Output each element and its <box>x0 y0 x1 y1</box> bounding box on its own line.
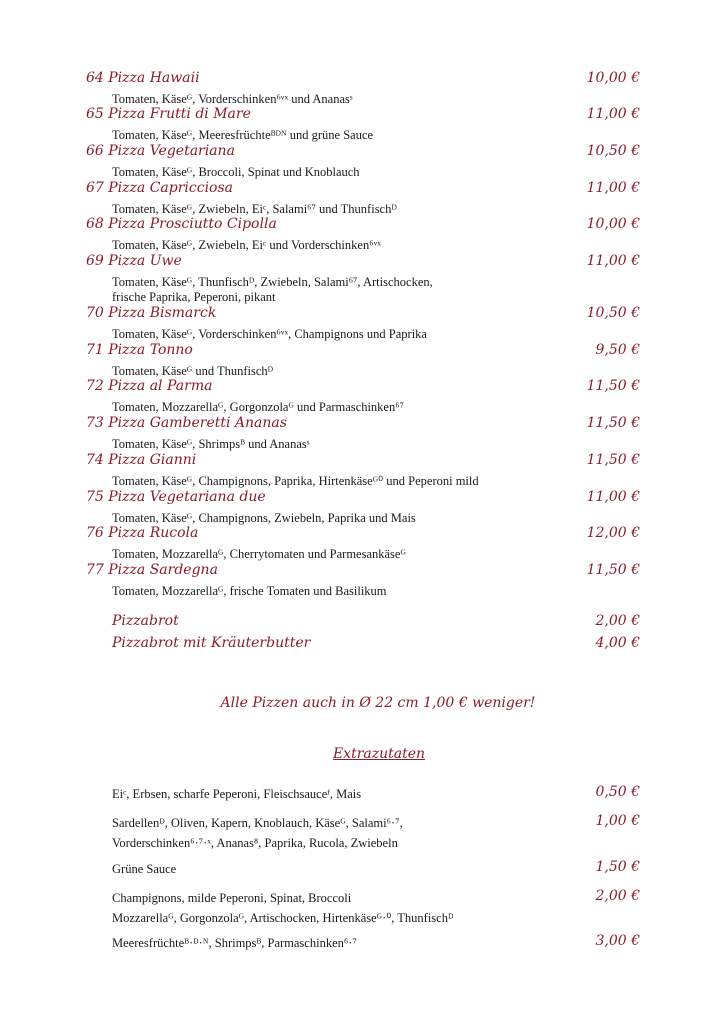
pizza-price: 12,00 € <box>586 525 640 541</box>
bread-price: 4,00 € <box>595 635 640 651</box>
extra-price: 1,00 € <box>595 813 640 829</box>
extra-ingredient-line: Meeresfrüchteᴮ·ᴰ·ᴺ, Shrimpsᴮ, Parmaschinken⁶·⁷ <box>112 936 357 950</box>
pizza-item <box>86 106 640 124</box>
pizza-item <box>86 342 640 360</box>
pizza-description: Tomaten, Käseᴳ, Vorderschinken⁶ᵛˣ und Ananasˢ <box>112 92 353 106</box>
pizza-item <box>86 253 640 271</box>
pizza-description: Tomaten, Mozzarellaᴳ, frische Tomaten und Basilikum <box>112 584 387 598</box>
pizza-title: 69 Pizza Uwe <box>86 253 182 269</box>
pizza-item <box>86 216 640 234</box>
pizza-title: 66 Pizza Vegetariana <box>86 143 235 159</box>
pizza-description: Tomaten, Käseᴳ, Vorderschinken⁶ᵛˣ, Champignons und Paprika <box>112 327 427 341</box>
pizza-item <box>86 180 640 198</box>
bread-title: Pizzabrot <box>112 613 179 629</box>
pizza-title: 65 Pizza Frutti di Mare <box>86 106 251 122</box>
pizza-title: 77 Pizza Sardegna <box>86 562 218 578</box>
pizza-description: frische Paprika, Peperoni, pikant <box>112 290 276 304</box>
pizza-description: Tomaten, Käseᴳ, Zwiebeln, Eiᶜ, Salami⁶⁷ und Thunfischᴰ <box>112 202 397 216</box>
pizza-title: 71 Pizza Tonno <box>86 342 193 358</box>
pizza-item <box>86 452 640 470</box>
pizza-item <box>86 70 640 88</box>
pizza-item <box>86 562 640 580</box>
extra-ingredient-line: Vorderschinken⁶·⁷·ˣ, Ananas⁸, Paprika, Rucola, Zwiebeln <box>112 836 398 850</box>
pizza-item <box>86 305 640 323</box>
pizza-price: 10,00 € <box>586 70 640 86</box>
pizza-price: 11,00 € <box>586 180 640 196</box>
extra-ingredient-line: Eiᶜ, Erbsen, scharfe Peperoni, Fleischsauceᶠ, Mais <box>112 787 362 801</box>
extra-ingredient-line: Champignons, milde Peperoni, Spinat, Broccoli <box>112 891 352 905</box>
pizza-price: 10,50 € <box>586 143 640 159</box>
bread-title: Pizzabrot mit Kräuterbutter <box>112 635 311 651</box>
pizza-title: 70 Pizza Bismarck <box>86 305 217 321</box>
pizza-price: 11,00 € <box>586 106 640 122</box>
pizza-description: Tomaten, Käseᴳ, Champignons, Paprika, Hirtenkäseᴳ⁰ und Peperoni mild <box>112 474 479 488</box>
extra-ingredients <box>112 859 176 879</box>
pizza-description: Tomaten, Käseᴳ, Broccoli, Spinat und Knoblauch <box>112 165 360 179</box>
pizza-item <box>86 415 640 433</box>
pizza-title: 75 Pizza Vegetariana due <box>86 489 266 505</box>
pizza-description: Tomaten, Käseᴳ, Zwiebeln, Eiᶜ und Vorderschinken⁶ᵛˣ <box>112 238 381 252</box>
pizza-title: 76 Pizza Rucola <box>86 525 199 541</box>
pizza-item <box>86 525 640 543</box>
pizza-price: 11,50 € <box>586 378 640 394</box>
pizza-title: 74 Pizza Gianni <box>86 452 197 468</box>
pizza-price: 10,50 € <box>586 305 640 321</box>
pizza-price: 11,50 € <box>586 562 640 578</box>
pizza-description: Tomaten, Käseᴳ, Thunfischᴰ, Zwiebeln, Salami⁶⁷, Artischocken, <box>112 275 433 289</box>
bread-item <box>112 635 640 653</box>
pizza-description: Tomaten, Mozzarellaᴳ, Cherrytomaten und Parmesankäseᴳ <box>112 547 406 561</box>
pizza-description: Tomaten, Käseᴳ, Champignons, Zwiebeln, Paprika und Mais <box>112 511 416 525</box>
pizza-price: 11,50 € <box>586 415 640 431</box>
extra-price: 2,00 € <box>595 888 640 904</box>
pizza-price: 11,00 € <box>586 253 640 269</box>
pizza-description: Tomaten, Käseᴳ, Shrimpsᴮ und Ananasˢ <box>112 437 310 451</box>
pizza-description: Tomaten, Mozzarellaᴳ, Gorgonzolaᴳ und Parmaschinken⁶⁷ <box>112 400 404 414</box>
pizza-item <box>86 143 640 161</box>
extras-heading: Extrazutaten <box>332 746 426 762</box>
bread-item <box>112 613 640 631</box>
extra-ingredients <box>112 784 361 804</box>
pizza-price: 11,00 € <box>586 489 640 505</box>
extra-price: 0,50 € <box>595 784 640 800</box>
pizza-price: 11,50 € <box>586 452 640 468</box>
extra-ingredient-line: Mozzarellaᴳ, Gorgonzolaᴳ, Artischocken, Hirtenkäseᴳ·⁰, Thunfischᴰ <box>112 911 454 925</box>
pizza-description: Tomaten, Käseᴳ, Meeresfrüchteᴮᴰᴺ und grüne Sauce <box>112 128 374 142</box>
pizza-price: 9,50 € <box>595 342 640 358</box>
pizza-description: Tomaten, Käseᴳ und Thunfischᴰ <box>112 364 274 378</box>
size-notice: Alle Pizzen auch in Ø 22 cm 1,00 € weniger! <box>220 695 536 711</box>
extra-ingredient-line: Sardellenᴰ, Oliven, Kapern, Knoblauch, Käseᴳ, Salami⁶·⁷, <box>112 816 403 830</box>
bread-price: 2,00 € <box>595 613 640 629</box>
pizza-title: 72 Pizza al Parma <box>86 378 213 394</box>
pizza-title: 73 Pizza Gamberetti Ananas <box>86 415 287 431</box>
extra-ingredients <box>112 933 357 953</box>
pizza-item <box>86 489 640 507</box>
extra-price: 3,00 € <box>595 933 640 949</box>
extra-ingredient-line: Grüne Sauce <box>112 862 177 876</box>
extra-ingredients <box>112 813 403 853</box>
pizza-title: 68 Pizza Prosciutto Cipolla <box>86 216 277 232</box>
extra-price: 1,50 € <box>595 859 640 875</box>
pizza-title: 67 Pizza Capricciosa <box>86 180 234 196</box>
extra-ingredients <box>112 888 453 928</box>
pizza-title: 64 Pizza Hawaii <box>86 70 200 86</box>
pizza-price: 10,00 € <box>586 216 640 232</box>
pizza-item <box>86 378 640 396</box>
